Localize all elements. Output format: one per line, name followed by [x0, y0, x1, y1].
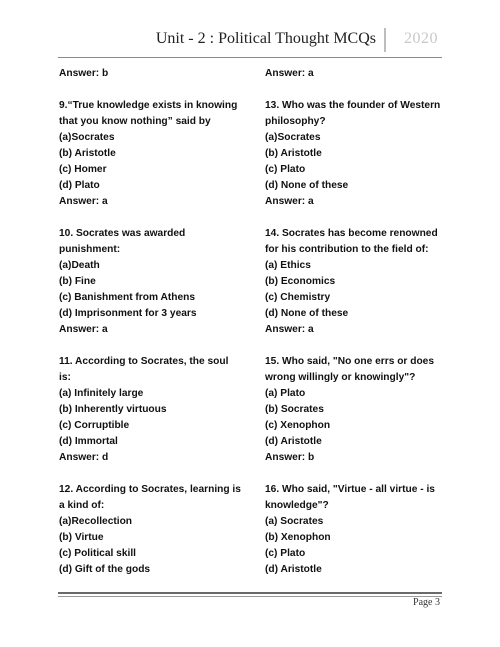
right-column	[265, 66, 461, 578]
left-column-line: (b) Virtue	[59, 532, 104, 543]
header-year: 2020	[404, 30, 438, 47]
left-column-line: (c) Banishment from Athens	[59, 292, 196, 303]
right-column-line: (d) None of these	[265, 308, 349, 319]
page-header	[58, 24, 442, 58]
right-column-line: (b) Socrates	[265, 404, 324, 415]
right-column-spacer	[265, 338, 461, 354]
right-column-line: (b) Economics	[265, 276, 336, 287]
left-column-line: 11. According to Socrates, the soul	[59, 356, 229, 367]
header-title: Unit - 2 : Political Thought MCQs	[155, 30, 376, 47]
left-column-spacer	[59, 82, 255, 98]
right-column-line: (a) Ethics	[265, 260, 311, 271]
left-column-spacer	[59, 466, 255, 482]
footer-rule-thin	[58, 596, 442, 597]
left-column-line: (a)Recollection	[59, 516, 133, 527]
right-column-line: wrong willingly or knowingly"?	[265, 372, 416, 383]
page-number: Page 3	[413, 597, 440, 608]
left-column-line: (d) Immortal	[59, 436, 118, 447]
left-column-line: Answer: a	[59, 324, 108, 335]
left-column-line: (b) Aristotle	[59, 148, 116, 159]
left-column-line: 12. According to Socrates, learning is	[59, 484, 241, 495]
right-column-line: Answer: b	[265, 452, 315, 463]
left-column-line: Answer: d	[59, 452, 109, 463]
left-column-line: (a)Socrates	[59, 132, 115, 143]
right-column-line: for his contribution to the field of:	[265, 244, 429, 255]
left-column-line: 9.“True knowledge exists in knowing	[59, 100, 238, 111]
header-rule	[58, 57, 442, 58]
left-column	[59, 66, 255, 578]
left-column-line: (a)Death	[59, 260, 100, 271]
left-column-line: (c) Political skill	[59, 548, 136, 559]
right-column-line: (c) Plato	[265, 548, 306, 559]
left-column-line: Answer: a	[59, 196, 108, 207]
right-column-line: (b) Xenophon	[265, 532, 331, 543]
right-column-line: 16. Who said, "Virtue - all virtue - is	[265, 484, 435, 495]
right-column-line: 14. Socrates has become renowned	[265, 228, 438, 239]
right-column-line: (a) Plato	[265, 388, 306, 399]
right-column-line: Answer: a	[265, 68, 314, 79]
left-column-line: (c) Corruptible	[59, 420, 130, 431]
left-column-line: is:	[59, 372, 71, 383]
header-separator	[384, 28, 386, 52]
left-column-line: (b) Fine	[59, 276, 96, 287]
right-column-spacer	[265, 466, 461, 482]
left-column-line: (d) Plato	[59, 180, 100, 191]
right-column-line: Answer: a	[265, 196, 314, 207]
right-column-line: (d) None of these	[265, 180, 349, 191]
left-column-line: punishment:	[59, 244, 121, 255]
left-column-line: Answer: b	[59, 68, 109, 79]
right-column-line: (c) Chemistry	[265, 292, 331, 303]
left-column-line: 10. Socrates was awarded	[59, 228, 186, 239]
right-column-spacer	[265, 210, 461, 226]
left-column-line: that you know nothing” said by	[59, 116, 211, 127]
right-column-line: (d) Aristotle	[265, 436, 322, 447]
left-column-line: (b) Inherently virtuous	[59, 404, 167, 415]
left-column-line: (a) Infinitely large	[59, 388, 144, 399]
left-column-spacer	[59, 338, 255, 354]
right-column-line: (a) Socrates	[265, 516, 324, 527]
left-column-line: (d) Gift of the gods	[59, 564, 151, 575]
right-column-line: 13. Who was the founder of Western	[265, 100, 441, 111]
right-column-line: (a)Socrates	[265, 132, 321, 143]
right-column-line: Answer: a	[265, 324, 314, 335]
left-column-line: (c) Homer	[59, 164, 107, 175]
right-column-line: 15. Who said, "No one errs or does	[265, 356, 434, 367]
right-column-line: (d) Aristotle	[265, 564, 322, 575]
footer-rule	[58, 592, 442, 594]
right-column-line: (c) Xenophon	[265, 420, 331, 431]
left-column-line: a kind of:	[59, 500, 105, 511]
left-column-spacer	[59, 210, 255, 226]
right-column-line: (b) Aristotle	[265, 148, 322, 159]
left-column-line: (d) Imprisonment for 3 years	[59, 308, 197, 319]
right-column-line: philosophy?	[265, 116, 326, 127]
right-column-line: knowledge"?	[265, 500, 329, 511]
right-column-line: (c) Plato	[265, 164, 306, 175]
right-column-spacer	[265, 82, 461, 98]
